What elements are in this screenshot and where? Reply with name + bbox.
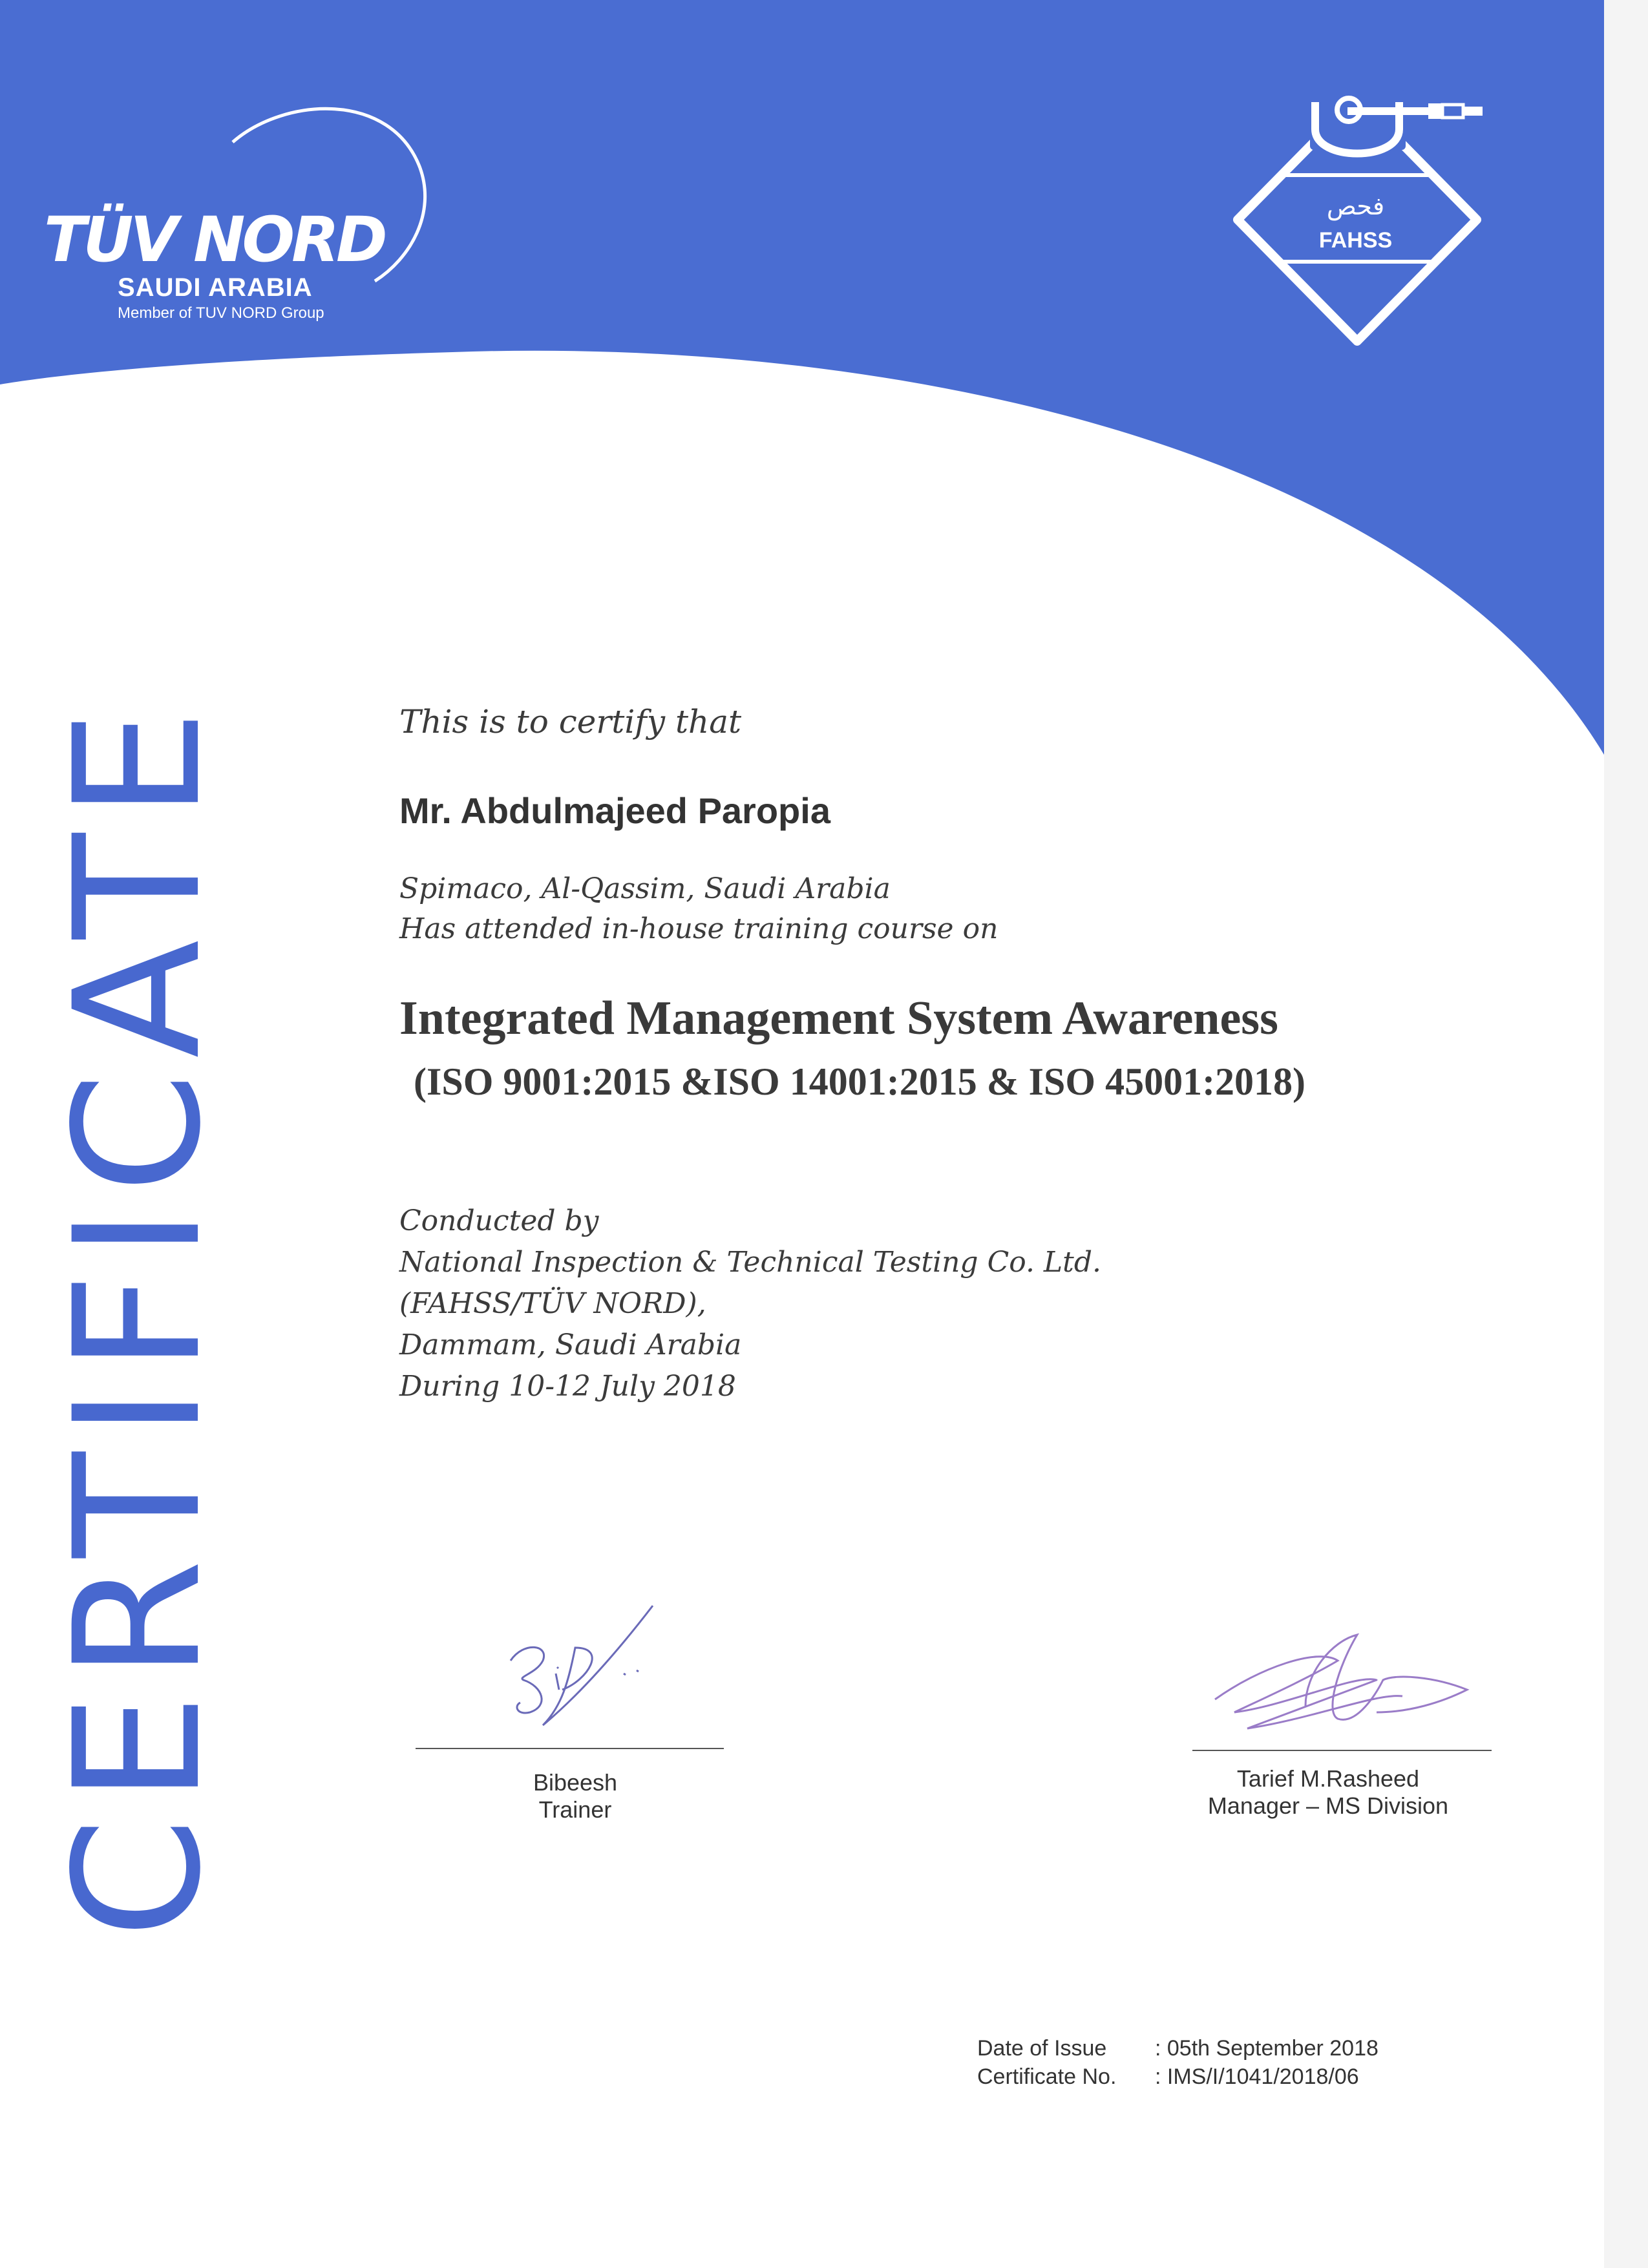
recipient-organization: Spimaco, Al-Qassim, Saudi Arabia [399,872,891,905]
scan-edge [1604,0,1648,2268]
manager-name: Tarief M.Rasheed [1236,1765,1420,1792]
certificate-vertical-title: CERTIFICATE [37,695,239,1938]
certificate-number-row [977,2063,1379,2091]
trainer-signature-line [416,1748,724,1749]
manager-signature [1209,1615,1480,1745]
certify-intro: This is to certify that [399,703,742,740]
attended-text: Has attended in-house training course on [399,912,998,945]
tuv-nord-logo [39,87,452,339]
tuv-brand-text: TÜV NORD [44,204,385,276]
conducted-location: Dammam, Saudi Arabia [399,1328,742,1361]
course-title: Integrated Management System Awareness [399,992,1278,1045]
manager-signatory [1167,1765,1490,1820]
issue-date-label: Date of Issue [977,2036,1107,2061]
conducted-block [399,1201,1101,1407]
trainer-name: Bibeesh [533,1769,618,1796]
tuv-member-text: Member of TUV NORD Group [118,304,324,322]
fahss-label-text: FAHSS [1318,228,1393,253]
recipient-name: Mr. Abdulmajeed Paropia [399,790,830,831]
certificate-number-value: : IMS/I/1041/2018/06 [1155,2064,1359,2089]
conducted-company-short: (FAHSS/TÜV NORD), [399,1287,706,1320]
conducted-dates: During 10-12 July 2018 [399,1370,736,1403]
tuv-region-text: SAUDI ARABIA [118,273,313,302]
issue-details [977,2034,1379,2091]
trainer-title: Trainer [538,1796,612,1823]
trainer-signature [498,1577,666,1732]
conducted-label: Conducted by [399,1204,599,1237]
manager-signature-line [1192,1750,1492,1751]
fahss-logo [1225,90,1522,349]
issue-date-value: : 05th September 2018 [1155,2036,1379,2061]
fahss-arabic-text: فحص [1326,192,1385,220]
trainer-signatory [491,1769,659,1823]
certificate-number-label: Certificate No. [977,2064,1117,2089]
conducted-company: National Inspection & Technical Testing Co. Ltd. [399,1246,1101,1279]
issue-date-row [977,2034,1379,2063]
course-standards: (ISO 9001:2015 &ISO 14001:2015 & ISO 45001:2018) [414,1060,1306,1103]
manager-title: Manager – MS Division [1207,1792,1449,1819]
